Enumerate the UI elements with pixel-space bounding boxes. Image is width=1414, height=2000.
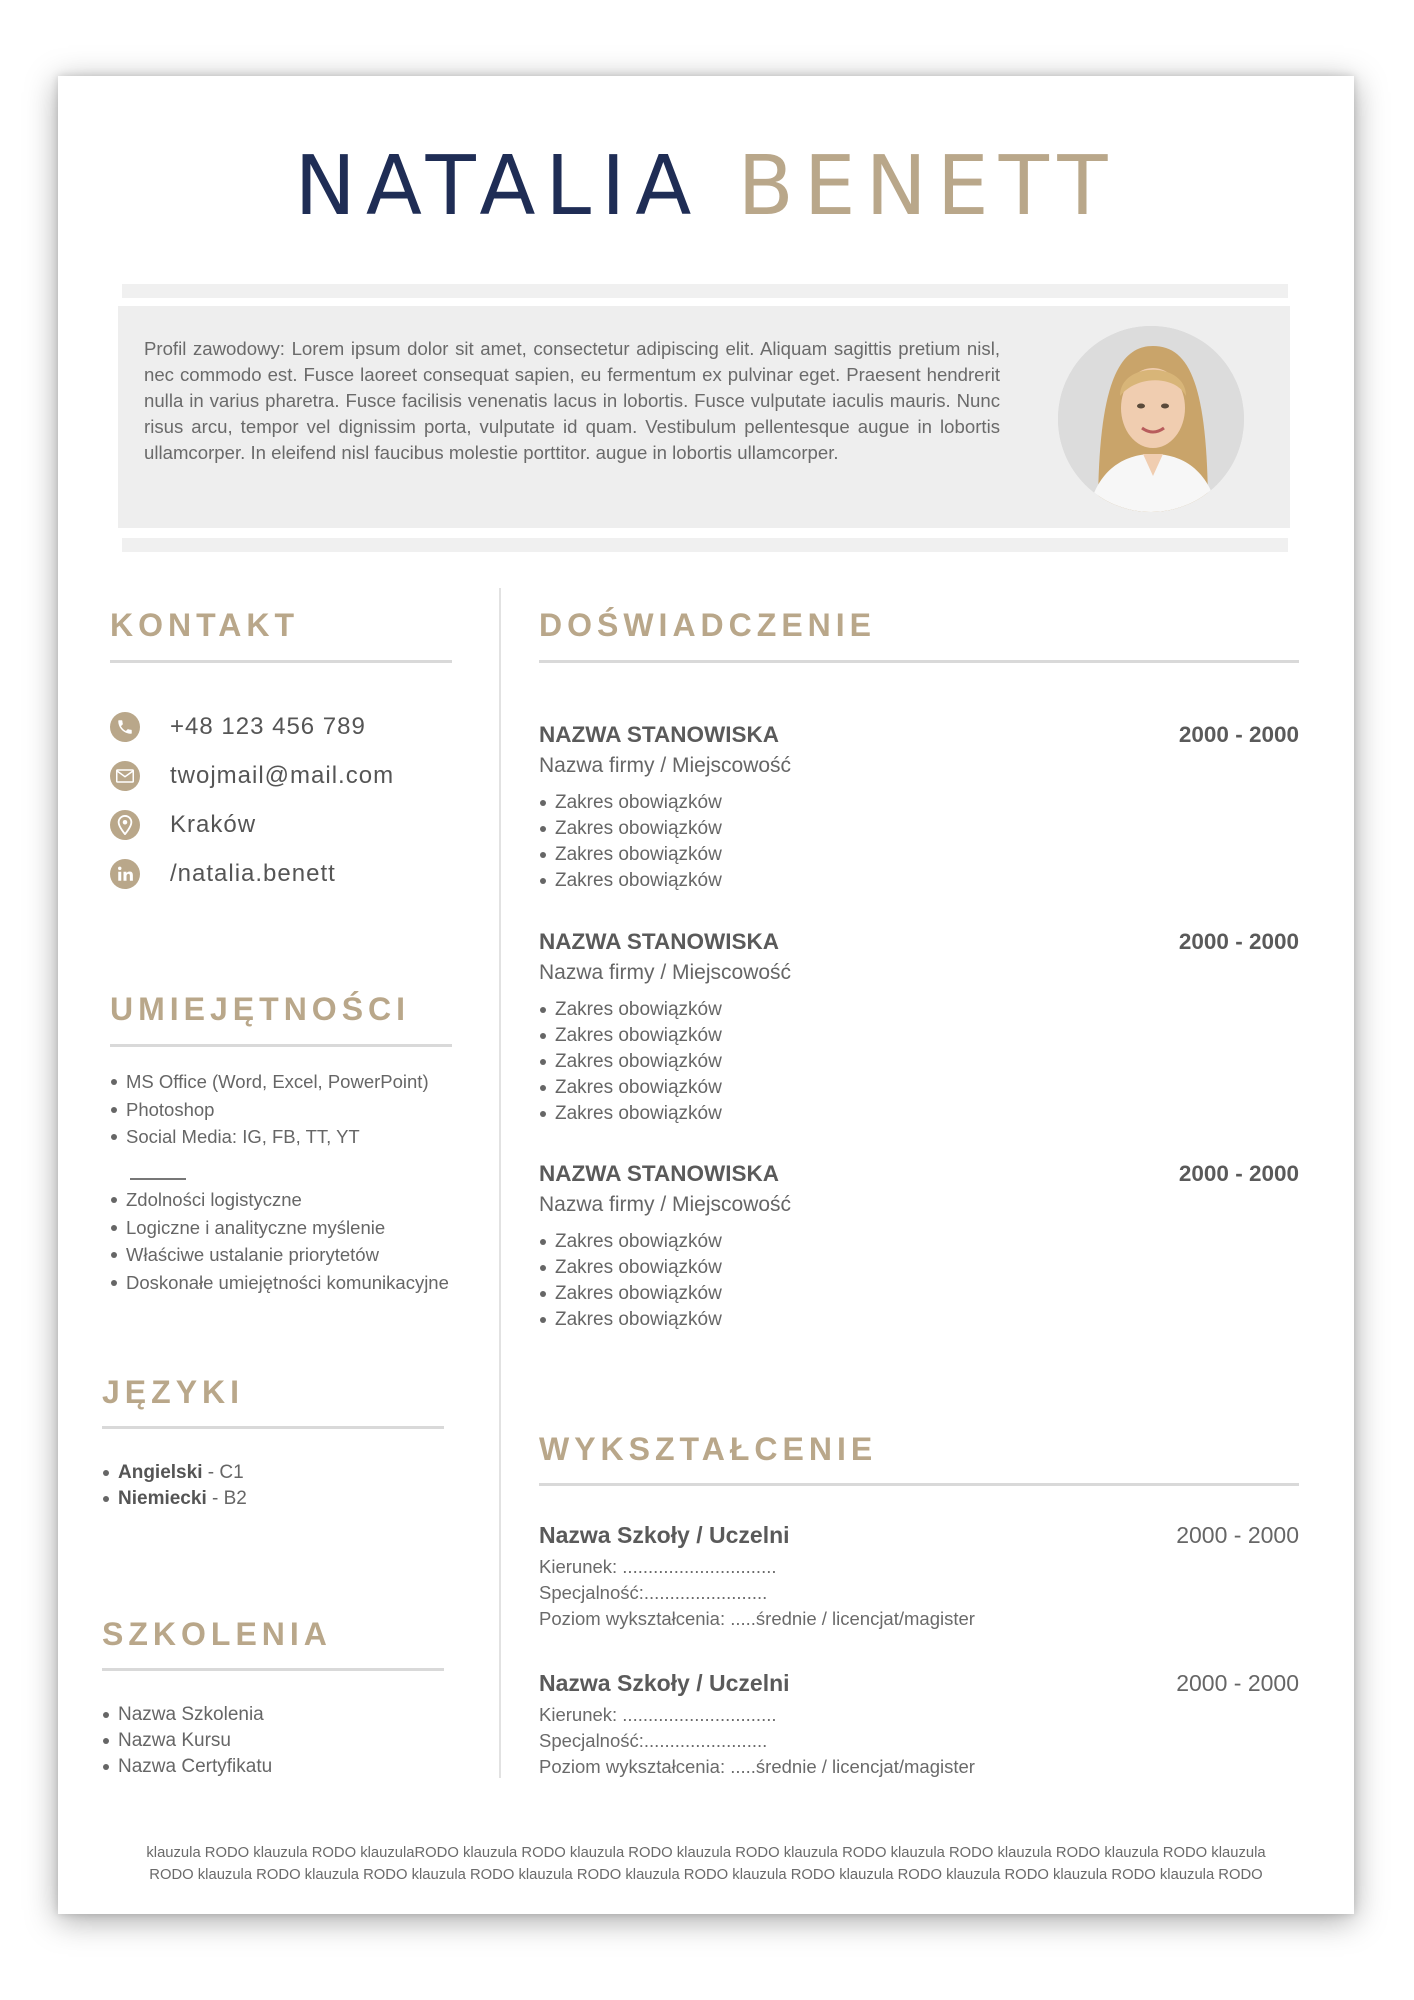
contact-location — [110, 808, 256, 842]
list-item: Zakres obowiązków — [539, 1307, 722, 1333]
phone-icon — [110, 712, 140, 742]
education-level: Poziom wykształcenia: .....średnie / licencjat/magister — [539, 1756, 975, 1777]
job-title: NAZWA STANOWISKA — [539, 722, 779, 747]
trainings-rule — [102, 1668, 444, 1671]
education-specialty: Specjalność:........................ — [539, 1730, 768, 1751]
list-item: Zdolności logistyczne — [110, 1186, 449, 1214]
skills-separator — [130, 1178, 186, 1180]
job-title: NAZWA STANOWISKA — [539, 1161, 779, 1186]
profile-photo — [1058, 326, 1244, 512]
candidate-name — [58, 139, 1354, 234]
profile-text: Profil zawodowy: Lorem ipsum dolor sit amet, consectetur adipiscing elit. Aliquam sagittis pretium nisl, nec commodo est. Fusce laoreet consequat sapien, eu fermentum ex pulvinar eget. Praesent hendrerit nulla in varius pharetra. Fusce facilisis venenatis lacus in lobortis. Fusce vulputate iaculis mauris. Nunc risus arcu, tempor vel dignissim porta, vulputate id quam. Vestibulum pellentesque augue in lobortis ullamcorper. In eleifend nisl faucibus molestie porttitor. augue in lobortis ullamcorper. — [144, 338, 1000, 463]
gdpr-clause-line: klauzula RODO klauzula RODO klauzulaRODO klauzula RODO klauzula RODO klauzula RODO klauzula RODO klauzula RODO klauzula RODO klauzula RODO klauzula — [146, 1845, 1266, 1861]
job-title: NAZWA STANOWISKA — [539, 929, 779, 954]
bottom-stripe — [122, 538, 1288, 552]
list-item: Zakres obowiązków — [539, 1075, 722, 1101]
list-item: Zakres obowiązków — [539, 1023, 722, 1049]
last-name: BENETT — [737, 139, 1118, 234]
list-item: Niemiecki - B2 — [102, 1486, 247, 1512]
contact-linkedin — [110, 857, 336, 891]
profile-section — [118, 306, 1290, 528]
contact-rule — [110, 660, 452, 663]
languages-list — [102, 1460, 247, 1512]
education-dates: 2000 - 2000 — [1176, 1670, 1299, 1696]
experience-heading: DOŚWIADCZENIE — [539, 607, 876, 643]
contact-phone — [110, 710, 366, 744]
gdpr-clause-line: RODO klauzula RODO klauzula RODO klauzula RODO klauzula RODO klauzula RODO klauzula RODO klauzula RODO klauzula RODO klauzula RODO klauzula RODO — [149, 1867, 1263, 1883]
list-item: Zakres obowiązków — [539, 1281, 722, 1307]
skills-list-soft — [110, 1186, 449, 1296]
skills-rule — [110, 1044, 452, 1047]
education-specialty: Specjalność:........................ — [539, 1582, 768, 1603]
trainings-heading: SZKOLENIA — [102, 1616, 332, 1652]
list-item: Właściwe ustalanie priorytetów — [110, 1241, 449, 1269]
education-rule — [539, 1483, 1299, 1486]
job-duties — [539, 997, 722, 1127]
list-item: Zakres obowiązków — [539, 1229, 722, 1255]
top-stripe — [122, 284, 1288, 298]
list-item: MS Office (Word, Excel, PowerPoint) — [110, 1068, 429, 1096]
experience-rule — [539, 660, 1299, 663]
skills-heading: UMIEJĘTNOŚCI — [110, 991, 411, 1027]
job-duties — [539, 1229, 722, 1333]
email-icon — [110, 761, 140, 791]
resume-page — [58, 76, 1354, 1914]
contact-linkedin-text: /natalia.benett — [170, 860, 336, 887]
list-item: Zakres obowiązków — [539, 842, 722, 868]
job-dates: 2000 - 2000 — [1178, 929, 1299, 954]
location-pin-icon — [110, 810, 140, 840]
column-divider — [499, 588, 501, 1778]
contact-heading: KONTAKT — [110, 607, 300, 643]
first-name: NATALIA — [294, 139, 702, 234]
job-duties — [539, 790, 722, 894]
skills-list-tech — [110, 1068, 429, 1151]
contact-location-text: Kraków — [170, 811, 257, 838]
education-heading: WYKSZTAŁCENIE — [539, 1431, 878, 1467]
linkedin-icon — [110, 859, 140, 889]
contact-email-text: twojmail@mail.com — [170, 762, 395, 789]
list-item: Zakres obowiązków — [539, 868, 722, 894]
list-item: Zakres obowiązków — [539, 1255, 722, 1281]
job-company: Nazwa firmy / Miejscowość — [539, 1193, 792, 1216]
list-item: Nazwa Certyfikatu — [102, 1754, 272, 1780]
list-item: Zakres obowiązków — [539, 1101, 722, 1127]
job-company: Nazwa firmy / Miejscowość — [539, 754, 792, 777]
job-dates: 2000 - 2000 — [1178, 1161, 1299, 1186]
languages-heading: JĘZYKI — [102, 1374, 245, 1410]
list-item: Social Media: IG, FB, TT, YT — [110, 1123, 429, 1151]
contact-phone-text: +48 123 456 789 — [170, 713, 366, 740]
list-item: Angielski - C1 — [102, 1460, 247, 1486]
list-item: Zakres obowiązków — [539, 816, 722, 842]
education-dates: 2000 - 2000 — [1176, 1522, 1299, 1548]
job-company: Nazwa firmy / Miejscowość — [539, 961, 792, 984]
job-dates: 2000 - 2000 — [1178, 722, 1299, 747]
list-item: Nazwa Szkolenia — [102, 1702, 272, 1728]
education-school: Nazwa Szkoły / Uczelni — [539, 1522, 790, 1548]
education-level: Poziom wykształcenia: .....średnie / licencjat/magister — [539, 1608, 975, 1629]
list-item: Zakres obowiązków — [539, 790, 722, 816]
list-item: Logiczne i analityczne myślenie — [110, 1214, 449, 1242]
education-field: Kierunek: .............................. — [539, 1556, 777, 1577]
gdpr-clause — [126, 1842, 1286, 1886]
contact-email — [110, 759, 394, 793]
education-school: Nazwa Szkoły / Uczelni — [539, 1670, 790, 1696]
list-item: Photoshop — [110, 1096, 429, 1124]
list-item: Nazwa Kursu — [102, 1728, 272, 1754]
list-item: Zakres obowiązków — [539, 1049, 722, 1075]
languages-rule — [102, 1426, 444, 1429]
trainings-list — [102, 1702, 272, 1780]
list-item: Doskonałe umiejętności komunikacyjne — [110, 1269, 449, 1297]
education-field: Kierunek: .............................. — [539, 1704, 777, 1725]
list-item: Zakres obowiązków — [539, 997, 722, 1023]
